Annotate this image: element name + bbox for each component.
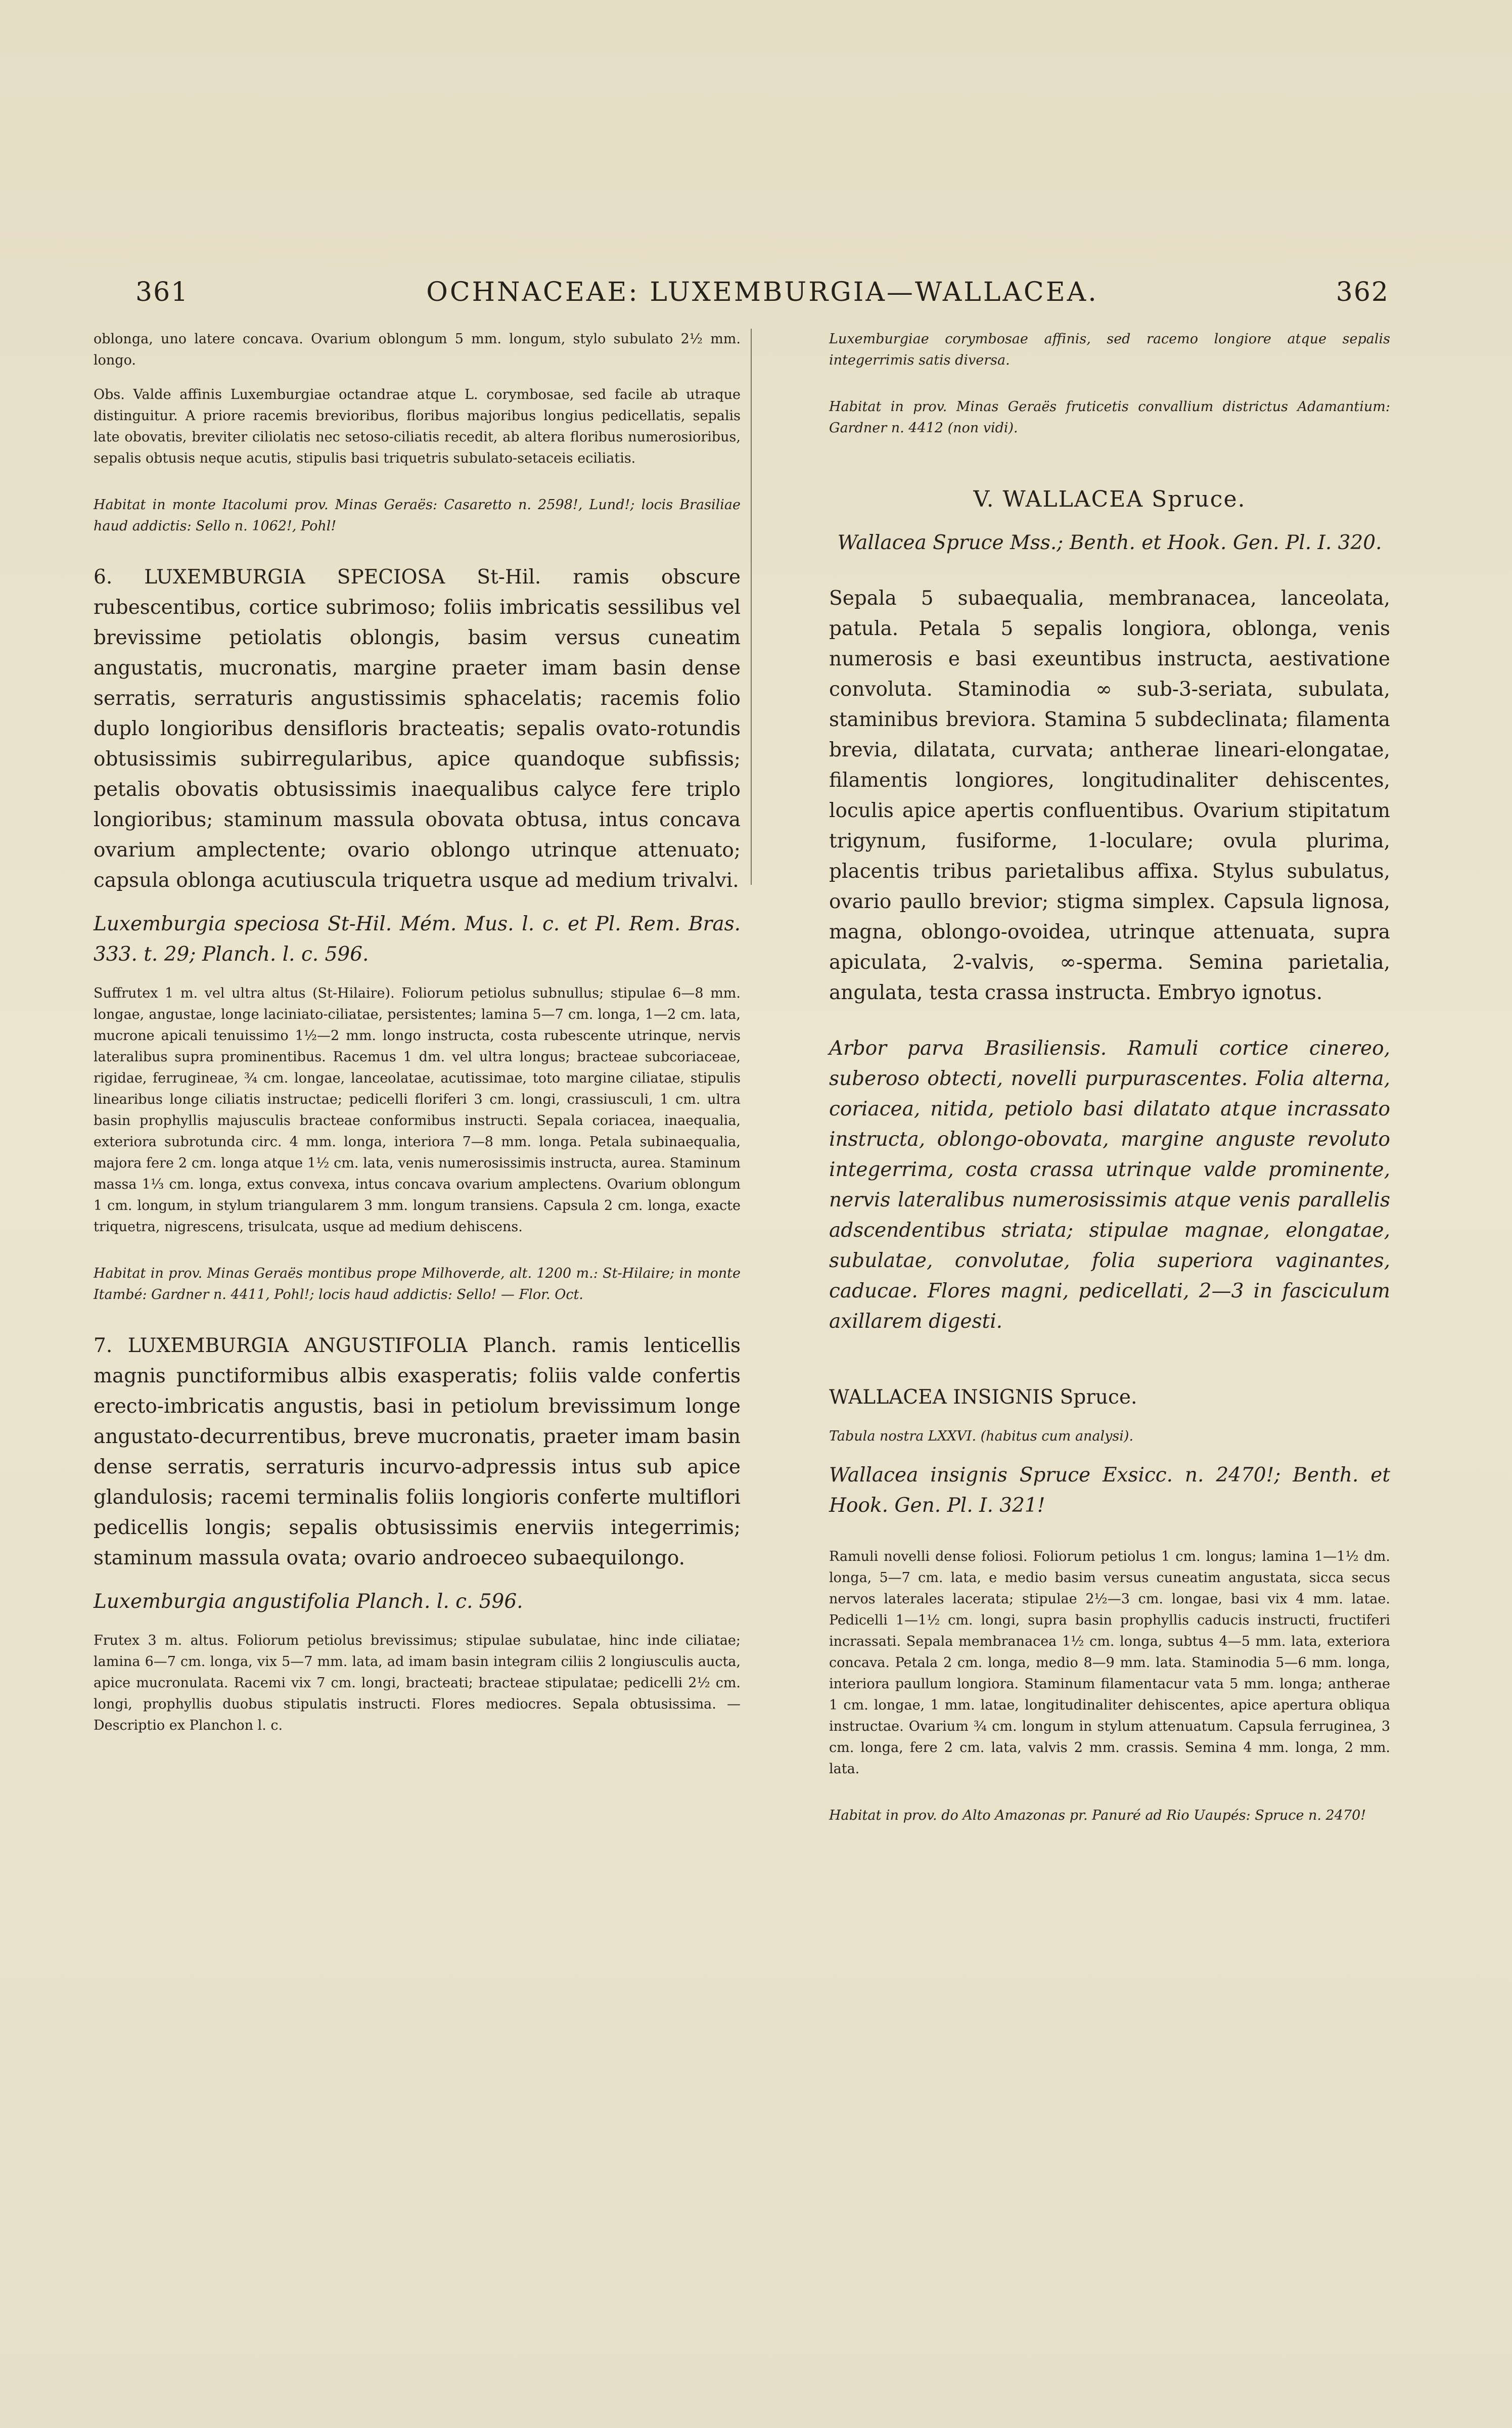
genus-habit: Arbor parva Brasiliensis. Ramuli cortice cinereo, suberoso obtecti, novelli purpurascentes. Folia alterna, coriacea, nitida, petiolo basi dilatato atque incrassato instructa, oblongo-obovata, margine anguste revoluto integerrima, costa crassa utrinque valde prominente, nervis lateralibus numerosissimis atque venis parallelis adscendentibus striata; stipulae magnae, elongatae, subulatae, convolutae, folia superiora vaginantes, caducae. Flores magni, pedicellati, 2—3 in fasciculum axillarem digesti. xyxy=(829,1037,1390,1333)
genus-citation: Wallacea Spruce Mss.; Benth. et Hook. Gen. Pl. I. 320. xyxy=(837,531,1382,554)
observation-paragraph: Obs. Valde affinis Luxemburgiae octandrae atque L. corymbosae, sed facile ab utraque distinguitur. A priore racemis brevioribus, floribus majoribus longius pedicellatis, sepalis late obovatis, breviter ciliolatis nec setoso-ciliatis recedit, ab altera floribus numerosioribus, sepalis obtusis neque acutis, stipulis basi triquetris subulato-setaceis eciliatis. xyxy=(94,387,741,466)
species-6-citation: Luxemburgia speciosa St-Hil. Mém. Mus. l. c. et Pl. Rem. Bras. 333. t. 29; Planch. l. c. 596. xyxy=(94,913,741,966)
species-7-citation: Luxemburgia angustifolia Planch. l. c. 596. xyxy=(94,1590,523,1613)
species-details: Ramuli novelli dense foliosi. Foliorum petiolus 1 cm. longus; lamina 1—1½ dm. longa, 5—7 cm. lata, e medio basim versus cuneatim angustata, sicca secus nervos laterales lacerata; stipulae 2½—3 cm. longae, basi vix 4 mm. latae. Pedicelli 1—1½ cm. longi, supra basin prophyllis caducis instructi, fructiferi incrassati. Sepala membranacea 1½ cm. longa, subtus 4—5 mm. lata, exteriora concava. Petala 2 cm. longa, medio 8—9 mm. lata. Staminodia 5—6 mm. longa, interiora paullum longiora. Staminum filamentacur vata 5 mm. longa; antherae 1 cm. longae, 1 mm. latae, longitudinaliter dehiscentes, apice apertura obliqua instructae. Ovarium ¾ cm. longum in stylum attenuatum. Capsula ferruginea, 3 cm. longa, fere 2 cm. lata, valvis 2 mm. crassis. Semina 4 mm. longa, 2 mm. lata. xyxy=(829,1549,1390,1777)
left-column xyxy=(94,329,741,1736)
genus-heading: V. WALLACEA Spruce. xyxy=(973,486,1246,512)
affinity-note: Luxemburgiae corymbosae affinis, sed racemo longiore atque sepalis integerrimis satis diversa. xyxy=(829,331,1390,368)
habitat-note-1: Habitat in monte Itacolumi prov. Minas Geraës: Casaretto n. 2598!, Lund!; locis Brasiliae haud addictis: Sello n. 1062!, Pohl! xyxy=(94,497,741,534)
species-6-details: Suffrutex 1 m. vel ultra altus (St-Hilaire). Foliorum petiolus subnullus; stipulae 6—8 mm. longae, angustae, longe laciniato-ciliatae, persistentes; lamina 5—7 cm. longa, 1—2 cm. lata, mucrone apicali tenuissimo 1½—2 mm. longo instructa, costa rubescente utrinque, nervis lateralibus supra prominentibus. Racemus 1 dm. vel ultra longus; bracteae subcoriaceae, rigidae, ferrugineae, ¾ cm. longae, lanceolatae, acutissimae, toto margine ciliatae, stipulis linearibus longe ciliatis instructae; pedicelli floriferi 3 cm. longi, crassiusculi, 1 cm. ultra basin prophyllis majusculis bracteae conformibus instructi. Sepala coriacea, inaequalia, exteriora subrotunda circ. 4 mm. longa, interiora 7—8 mm. longa. Petala subinaequalia, majora fere 2 cm. longa atque 1½ cm. lata, venis numerosissimis instructa, aurea. Staminum massa 1⅓ cm. longa, extus convexa, intus concava ovarium amplectens. Ovarium oblongum 1 cm. longum, in stylum triangularem 3 mm. longum transiens. Capsula 2 cm. longa, exacte triquetra, nigrescens, trisulcata, usque ad medium dehiscens. xyxy=(94,985,741,1235)
plate-reference: Tabula nostra LXXVI. (habitus cum analysi). xyxy=(829,1428,1134,1444)
running-header xyxy=(135,277,1389,312)
species-7-description: 7. LUXEMBURGIA ANGUSTIFOLIA Planch. ramis lenticellis magnis punctiformibus albis exasperatis; foliis valde confertis erecto-imbricatis angustis, basi in petiolum brevissimum longe angustato-decurrentibus, breve mucronatis, praeter imam basin dense serratis, serraturis incurvo-adpressis intus sub apice glandulosis; racemi terminalis foliis longioris conferte multiflori pedicellis longis; sepalis obtusissimis enerviis integerrimis; staminum massula ovata; ovario androeceo subaequilongo. xyxy=(94,1334,741,1569)
species-heading: WALLACEA INSIGNIS Spruce. xyxy=(829,1386,1137,1409)
habitat-note-4: Habitat in prov. do Alto Amazonas pr. Panuré ad Rio Uaupés: Spruce n. 2470! xyxy=(829,1808,1366,1823)
running-title: OCHNACEAE: LUXEMBURGIA—WALLACEA. xyxy=(426,277,1098,307)
page-number-left: 361 xyxy=(135,277,189,307)
column-divider xyxy=(751,329,752,885)
habitat-note-2: Habitat in prov. Minas Geraës montibus prope Milhoverde, alt. 1200 m.: St-Hilaire; in monte Itambé: Gardner n. 4411, Pohl!; locis haud addictis: Sello! — Flor. Oct. xyxy=(94,1266,741,1302)
species-6-description: 6. LUXEMBURGIA SPECIOSA St-Hil. ramis obscure rubescentibus, cortice subrimoso; foliis imbricatis sessilibus vel brevissime petiolatis oblongis, basim versus cuneatim angustatis, mucronatis, margine praeter imam basin dense serratis, serraturis angustissimis sphacelatis; racemis folio duplo longioribus densifloris bracteatis; sepalis ovato-rotundis obtusissimis subirregularibus, apice quandoque subfissis; petalis obovatis obtusissimis inaequalibus calyce fere triplo longioribus; staminum massula obovata obtusa, intus concava ovarium amplectente; ovario oblongo utrinque attenuato; capsula oblonga acutiuscula triquetra usque ad medium trivalvi. xyxy=(94,566,741,892)
species-citation: Wallacea insignis Spruce Exsicc. n. 2470!; Benth. et Hook. Gen. Pl. I. 321! xyxy=(829,1464,1390,1517)
ovarium-note: oblonga, uno latere concava. Ovarium oblongum 5 mm. longum, stylo subulato 2½ mm. longo. xyxy=(94,331,741,368)
page-number-right: 362 xyxy=(1336,277,1389,307)
species-7-details: Frutex 3 m. altus. Foliorum petiolus brevissimus; stipulae subulatae, hinc inde ciliatae; lamina 6—7 cm. longa, vix 5—7 mm. lata, ad imam basin integram ciliis 2 longiusculis aucta, apice mucronulata. Racemi vix 7 cm. longi, bracteati; bracteae stipulatae; pedicelli 2½ cm. longi, prophyllis duobus stipulatis instructi. Flores mediocres. Sepala obtusissima. — Descriptio ex Planchon l. c. xyxy=(94,1633,741,1733)
right-column xyxy=(829,329,1390,1826)
genus-description: Sepala 5 subaequalia, membranacea, lanceolata, patula. Petala 5 sepalis longiora, oblonga, venis numerosis e basi exeuntibus instructa, aestivatione convoluta. Staminodia ∞ sub-3-seriata, subulata, staminibus breviora. Stamina 5 subdeclinata; filamenta brevia, dilatata, curvata; antherae lineari-elongatae, filamentis longiores, longitudinaliter dehiscentes, loculis apice apertis confluentibus. Ovarium stipitatum trigynum, fusiforme, 1-loculare; ovula plurima, placentis tribus parietalibus affixa. Stylus subulatus, ovario paullo brevior; stigma simplex. Capsula lignosa, magna, oblongo-ovoidea, utrinque attenuata, supra apiculata, 2-valvis, ∞-sperma. Semina parietalia, angulata, testa crassa instructa. Embryo ignotus. xyxy=(829,587,1390,1004)
habitat-note-3: Habitat in prov. Minas Geraës fruticetis convallium districtus Adamantium: Gardner n. 4412 (non vidi). xyxy=(829,399,1390,436)
